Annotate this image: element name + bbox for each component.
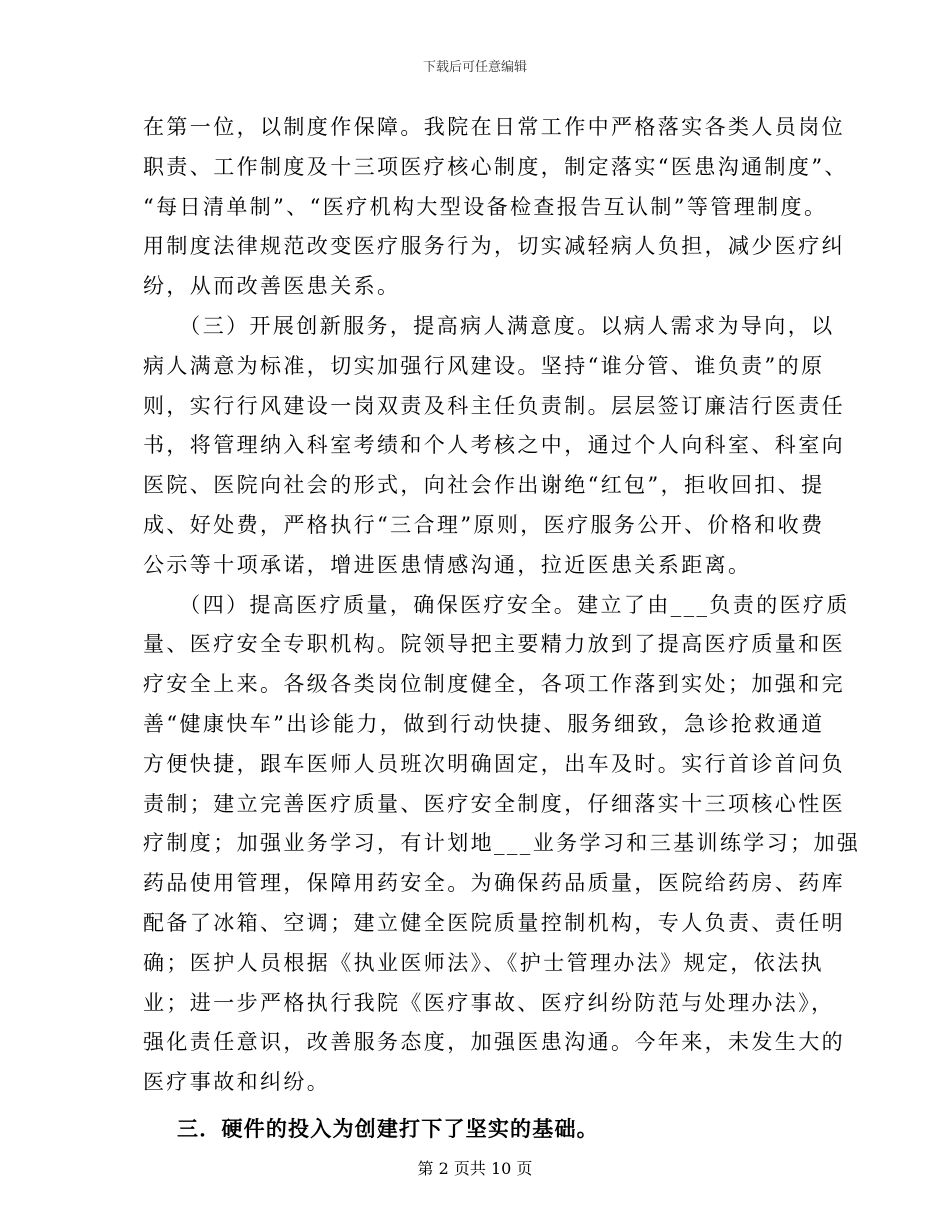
text-line: 善“健康快车”出诊能力，做到行动快捷、服务细致，急诊抢救通道 bbox=[143, 711, 825, 736]
text-line: 量、医疗安全专职机构。院领导把主要精力放到了提高医疗质量和医 bbox=[143, 632, 845, 657]
text-line: 在第一位，以制度作保障。我院在日常工作中严格落实各类人员岗位 bbox=[143, 115, 845, 139]
text-line: 成、好处费，严格执行“三合理”原则，医疗服务公开、价格和收费 bbox=[143, 512, 825, 537]
text-line: 纷，从而改善医患关系。 bbox=[143, 274, 401, 299]
text-line: 配备了冰箱、空调；建立健全医院质量控制机构，专人负责、责任明 bbox=[143, 910, 845, 935]
text-line: 药品使用管理，保障用药安全。为确保药品质量，医院给药房、药库 bbox=[143, 871, 845, 896]
text-line: 确；医护人员根据《执业医师法》、《护士管理办法》规定，依法执 bbox=[143, 950, 824, 975]
text-line: 业；进一步严格执行我院《医疗事故、医疗纠纷防范与处理办法》， bbox=[143, 990, 835, 1015]
page-number: 第 2 页共 10 页 bbox=[417, 1159, 533, 1178]
text-line: 病人满意为标准，切实加强行风建设。坚持“谁分管、谁负责”的原 bbox=[143, 353, 825, 378]
section-heading: 三．硬件的投入为创建打下了坚实的基础。 bbox=[143, 1115, 599, 1141]
body-text bbox=[143, 108, 861, 1149]
text-line: 强化责任意识，改善服务态度，加强医患沟通。今年来，未发生大的 bbox=[143, 1030, 845, 1055]
text-line: （四）提高医疗质量，确保医疗安全。建立了由___负责的医疗质 bbox=[143, 592, 850, 617]
text-line: 用制度法律规范改变医疗服务行为，切实减轻病人负担，减少医疗纠 bbox=[143, 234, 845, 259]
header-note: 下载后可任意编辑 bbox=[422, 60, 527, 75]
text-line: 方便快捷，跟车医师人员班次明确固定，出车及时。实行首诊首问负 bbox=[143, 751, 845, 776]
text-line: 则，实行行风建设一岗双责及科主任负责制。层层签订廉洁行医责任 bbox=[143, 393, 845, 418]
text-line: （三）开展创新服务，提高病人满意度。以病人需求为导向，以 bbox=[143, 313, 835, 338]
text-line: 疗安全上来。各级各类岗位制度健全，各项工作落到实处；加强和完 bbox=[143, 672, 845, 697]
text-line: 公示等十项承诺，增进医患情感沟通，拉近医患关系距离。 bbox=[143, 552, 752, 577]
text-line: 疗制度；加强业务学习，有计划地___业务学习和三基训练学习；加强 bbox=[143, 831, 861, 856]
text-line: 医院、医院向社会的形式，向社会作出谢绝“红包”，拒收回扣、提 bbox=[143, 473, 825, 498]
text-line: 书，将管理纳入科室考绩和个人考核之中，通过个人向科室、科室向 bbox=[143, 433, 845, 458]
text-line: “每日清单制”、“医疗机构大型设备检查报告互认制”等管理制度。 bbox=[143, 194, 828, 219]
text-line: 责制；建立完善医疗质量、医疗安全制度，仔细落实十三项核心性医 bbox=[143, 791, 845, 816]
text-line: 职责、工作制度及十三项医疗核心制度，制定落实“医患沟通制度”、 bbox=[143, 154, 848, 179]
text-line: 医疗事故和纠纷。 bbox=[143, 1070, 331, 1095]
